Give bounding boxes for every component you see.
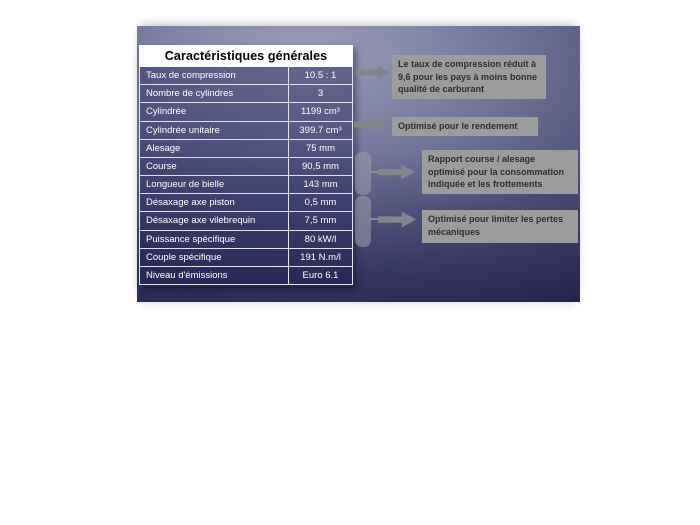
row-value: 0,5 mm (304, 197, 337, 209)
row-value: 10.5 : 1 (304, 70, 337, 82)
row-label: Désaxage axe vilebrequin (140, 212, 289, 229)
row-value: 90,5 mm (302, 160, 339, 172)
row-label: Cylindrée unitaire (140, 122, 289, 139)
table-title: Caractéristiques générales (139, 45, 353, 67)
row-label: Couple spécifique (140, 249, 289, 266)
table-row (140, 157, 352, 175)
table-row (140, 84, 352, 102)
table-body (139, 67, 353, 285)
callout-taux-compression: Le taux de compression réduit à 9,6 pour les pays à moins bonne qualité de carburant (392, 55, 546, 99)
callout-course-alesage: Rapport course / alesage optimisé pour la consommation indiquée et les frottements (422, 150, 578, 194)
right-arrow-icon (378, 164, 415, 180)
table-row (140, 193, 352, 211)
table-row (140, 121, 352, 139)
table-row (140, 266, 352, 284)
table-row (140, 248, 352, 266)
presentation-slide (137, 26, 580, 302)
row-label: Désaxage axe piston (140, 194, 289, 211)
bracket-bar-course-bielle (355, 152, 371, 195)
row-value: 80 kW/l (304, 233, 337, 245)
row-label: Longueur de bielle (140, 176, 289, 193)
table-row (140, 175, 352, 193)
table-row (140, 139, 352, 157)
row-label: Course (140, 158, 289, 175)
row-label: Alesage (140, 140, 289, 157)
row-value: 3 (317, 88, 324, 100)
row-value: Euro 6.1 (302, 269, 339, 281)
row-label: Nombre de cylindres (140, 85, 289, 102)
row-label: Cylindrée (140, 103, 289, 120)
row-value: 75 mm (305, 142, 336, 154)
table-row (140, 211, 352, 229)
row-label: Niveau d'émissions (140, 267, 289, 284)
callout-rendement: Optimisé pour le rendement (392, 117, 538, 136)
row-label: Puissance spécifique (140, 231, 289, 248)
row-value: 1199 cm³ (301, 106, 340, 118)
table-row (140, 230, 352, 248)
callout-pertes-mecaniques: Optimisé pour limiter les pertes mécaniques (422, 210, 578, 243)
row-value: 7,5 mm (304, 215, 337, 227)
right-arrow-icon (356, 65, 390, 80)
table-row (140, 67, 352, 84)
right-arrow-icon (378, 211, 416, 228)
row-value: 143 mm (303, 179, 338, 191)
row-value: 399.7 cm³ (299, 124, 342, 136)
spec-table (139, 45, 353, 285)
right-arrow-icon (354, 117, 388, 132)
row-value: 191 N.m/l (300, 251, 341, 263)
row-label: Taux de compression (140, 67, 289, 84)
table-row (140, 102, 352, 120)
bracket-bar-desaxage (355, 196, 371, 247)
